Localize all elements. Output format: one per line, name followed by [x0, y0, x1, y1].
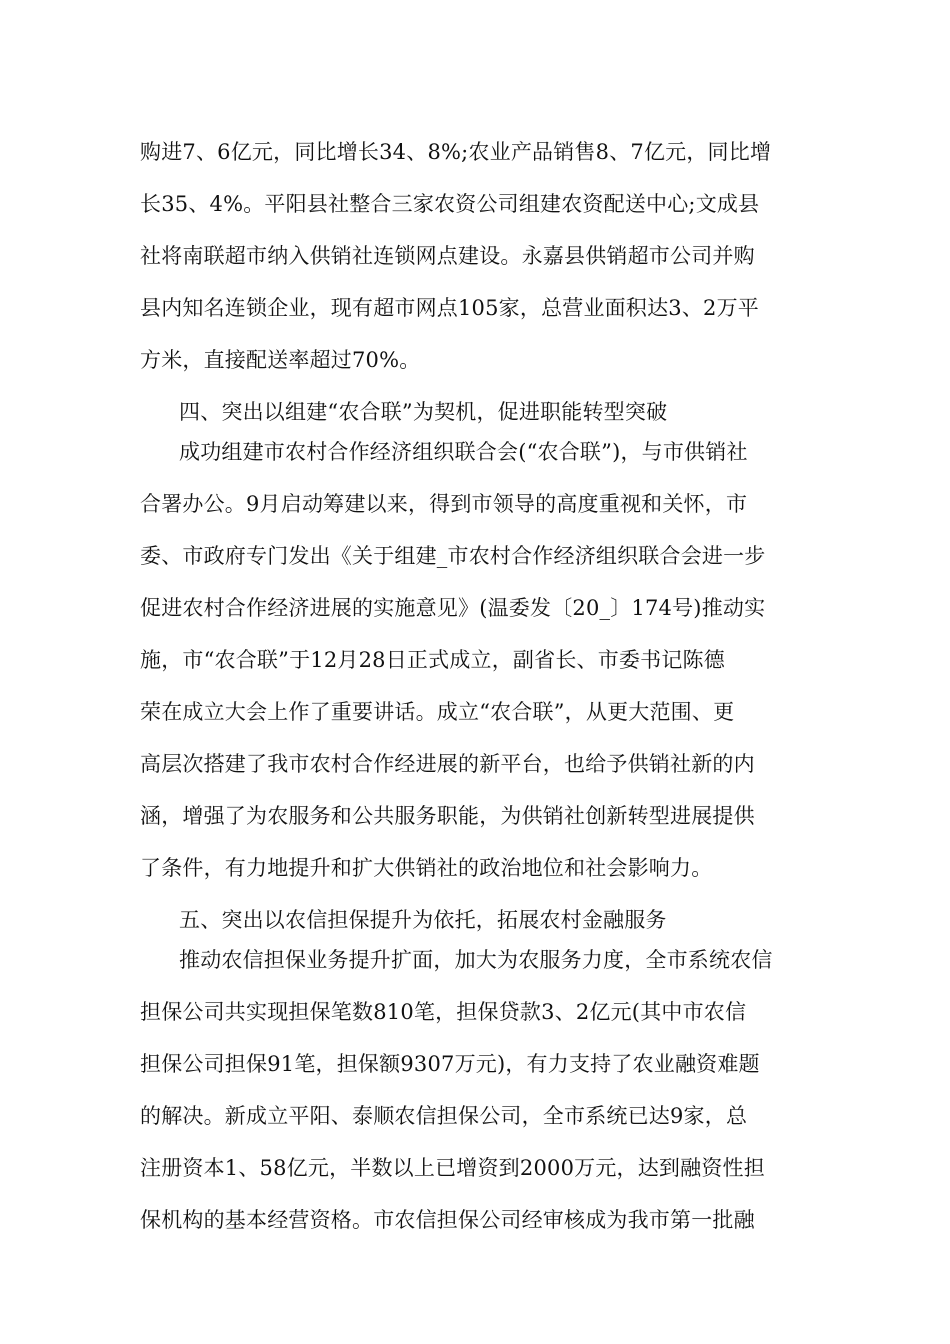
paragraph-line: 方米，直接配送率超过70%。 [140, 348, 421, 372]
paragraph-line: 担保公司共实现担保笔数810笔，担保贷款3、2亿元(其中市农信 [140, 1000, 747, 1024]
paragraph-line: 社将南联超市纳入供销社连锁网点建设。永嘉县供销超市公司并购 [140, 244, 755, 268]
paragraph-line: 长35、4%。平阳县社整合三家农资公司组建农资配送中心;文成县 [140, 192, 760, 216]
paragraph-line: 荣在成立大会上作了重要讲话。成立“农合联”，从更大范围、更 [140, 700, 735, 724]
paragraph-line: 委、市政府专门发出《关于组建_市农村合作经济组织联合会进一步 [140, 544, 766, 568]
paragraph-line: 推动农信担保业务提升扩面，加大为农服务力度，全市系统农信 [179, 948, 773, 972]
paragraph-line: 了条件，有力地提升和扩大供销社的政治地位和社会影响力。 [140, 856, 713, 880]
paragraph-line: 涵，增强了为农服务和公共服务职能，为供销社创新转型进展提供 [140, 804, 755, 828]
paragraph-line: 的解决。新成立平阳、泰顺农信担保公司，全市系统已达9家，总 [140, 1104, 748, 1128]
paragraph-line: 促进农村合作经济进展的实施意见》(温委发〔20_〕174号)推动实 [140, 596, 766, 620]
paragraph-line: 高层次搭建了我市农村合作经进展的新平台，也给予供销社新的内 [140, 752, 755, 776]
paragraph-line: 担保公司担保91笔，担保额9307万元)，有力支持了农业融资难题 [140, 1052, 760, 1076]
paragraph-line: 施，市“农合联”于12月28日正式成立，副省长、市委书记陈德 [140, 648, 725, 672]
paragraph-line: 成功组建市农村合作经济组织联合会(“农合联”)，与市供销社 [179, 440, 748, 464]
paragraph-line: 合署办公。9月启动筹建以来，得到市领导的高度重视和关怀，市 [140, 492, 748, 516]
paragraph-line: 保机构的基本经营资格。市农信担保公司经审核成为我市第一批融 [140, 1208, 755, 1232]
paragraph-line: 注册资本1、58亿元，半数以上已增资到2000万元，达到融资性担 [140, 1156, 765, 1180]
paragraph-line: 县内知名连锁企业，现有超市网点105家，总营业面积达3、2万平 [140, 296, 760, 320]
paragraph-line: 购进7、6亿元，同比增长34、8%;农业产品销售8、7亿元，同比增 [140, 140, 772, 164]
section-heading: 五、突出以农信担保提升为依托，拓展农村金融服务 [179, 908, 667, 932]
section-heading: 四、突出以组建“农合联”为契机，促进职能转型突破 [179, 400, 668, 424]
